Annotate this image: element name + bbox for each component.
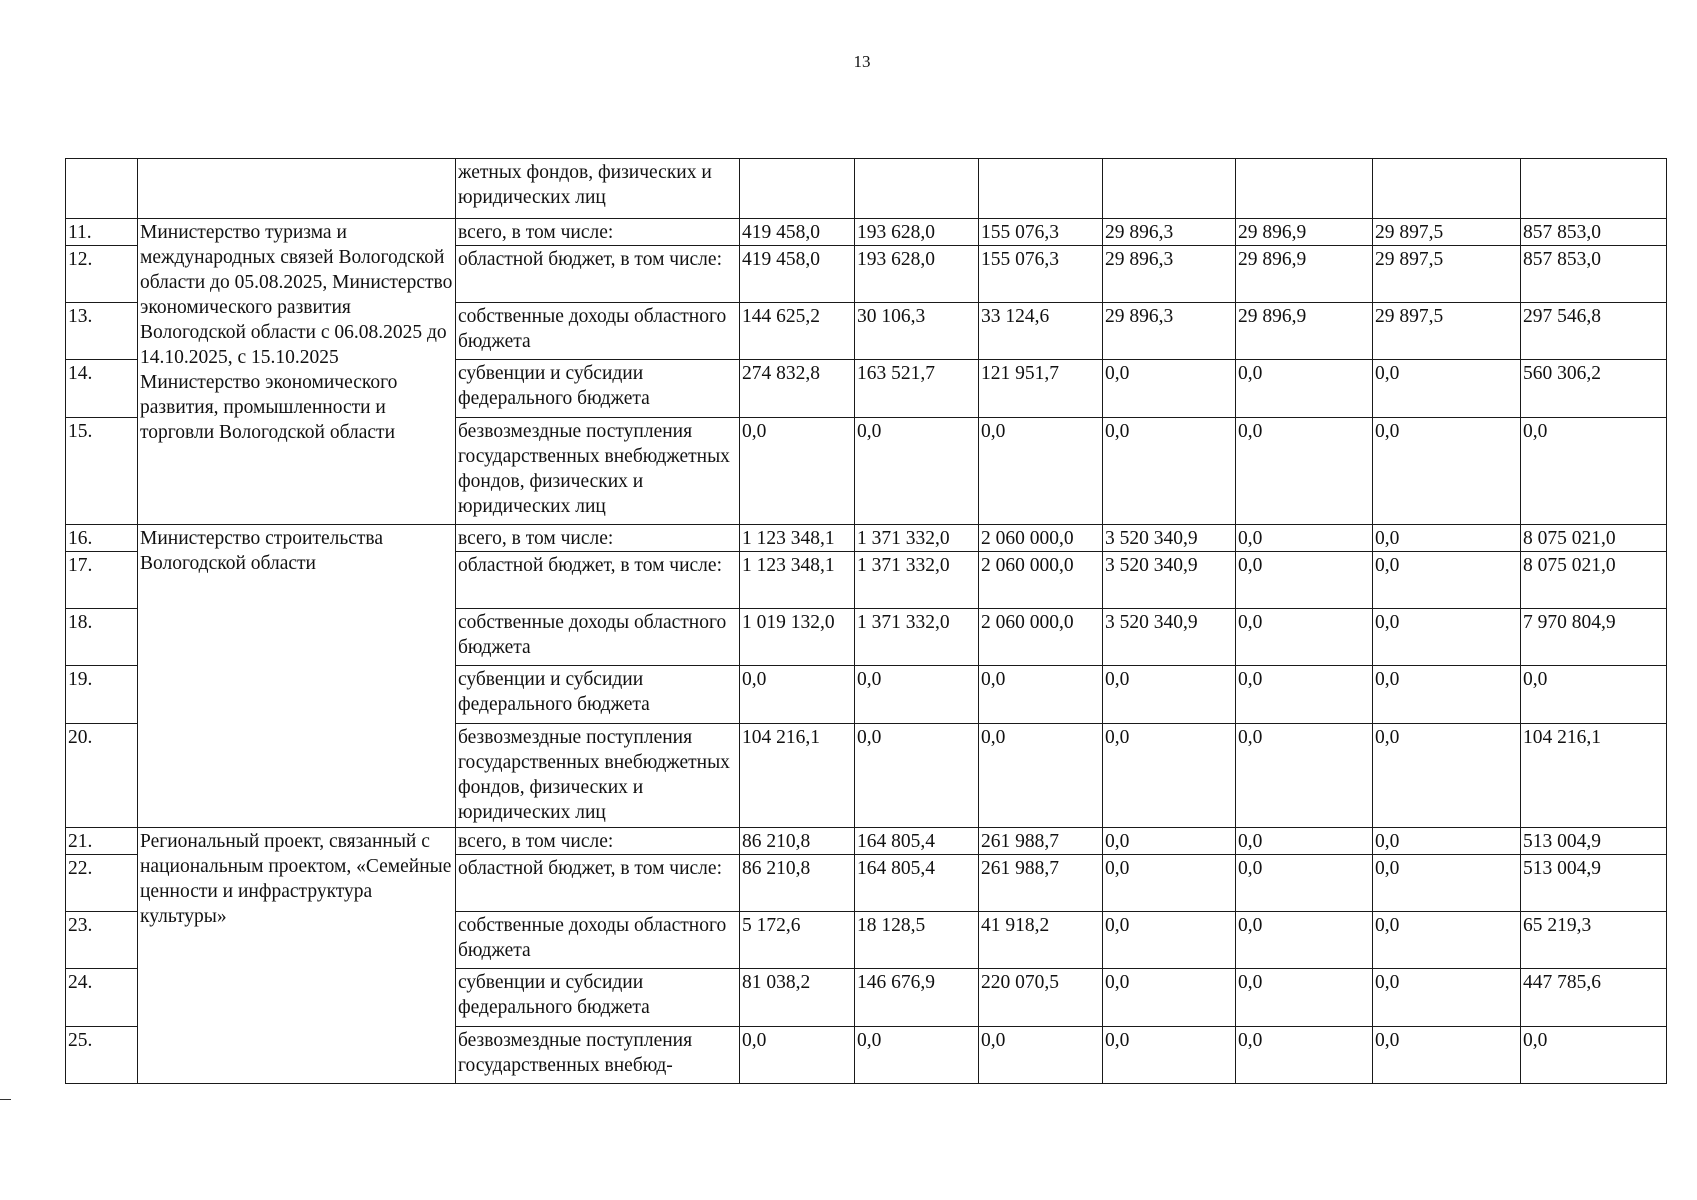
- value-cell: 164 805,4: [855, 855, 979, 912]
- value-cell: 0,0: [1236, 360, 1373, 418]
- value-cell: 0,0: [1373, 666, 1521, 724]
- value-cell: 0,0: [1103, 418, 1236, 525]
- row-number-cell: 23.: [66, 912, 138, 969]
- row-number-cell: 15.: [66, 418, 138, 525]
- row-label-cell: областной бюджет, в том числе:: [456, 855, 740, 912]
- value-cell: 0,0: [1373, 418, 1521, 525]
- value-cell: 193 628,0: [855, 219, 979, 246]
- row-number-cell: 14.: [66, 360, 138, 418]
- value-cell: 18 128,5: [855, 912, 979, 969]
- value-cell: 1 019 132,0: [740, 609, 855, 666]
- value-cell: 0,0: [979, 418, 1103, 525]
- value-cell: 104 216,1: [740, 724, 855, 828]
- value-cell: 163 521,7: [855, 360, 979, 418]
- value-cell: 0,0: [1521, 1027, 1667, 1084]
- value-cell: 30 106,3: [855, 303, 979, 360]
- value-cell: 0,0: [855, 724, 979, 828]
- row-label-cell: собственные доходы областного бюджета: [456, 912, 740, 969]
- value-cell: 0,0: [1236, 552, 1373, 609]
- value-cell: 0,0: [1373, 855, 1521, 912]
- row-label-cell: собственные доходы областного бюджета: [456, 609, 740, 666]
- value-cell: 7 970 804,9: [1521, 609, 1667, 666]
- value-cell: 193 628,0: [855, 246, 979, 303]
- value-cell: 0,0: [979, 666, 1103, 724]
- value-cell: 29 896,3: [1103, 246, 1236, 303]
- group-name-cell: [138, 159, 456, 219]
- value-cell: 0,0: [1236, 969, 1373, 1027]
- row-label-cell: областной бюджет, в том числе:: [456, 246, 740, 303]
- value-cell: 0,0: [1236, 912, 1373, 969]
- margin-mark: [0, 1099, 11, 1100]
- value-cell: 0,0: [1521, 418, 1667, 525]
- value-cell: 3 520 340,9: [1103, 552, 1236, 609]
- value-cell: 8 075 021,0: [1521, 525, 1667, 552]
- page-number: 13: [853, 52, 871, 71]
- row-label-cell: всего, в том числе:: [456, 828, 740, 855]
- value-cell: 0,0: [855, 1027, 979, 1084]
- value-cell: 0,0: [740, 418, 855, 525]
- value-cell: 220 070,5: [979, 969, 1103, 1027]
- value-cell: 0,0: [855, 666, 979, 724]
- value-cell: 29 896,9: [1236, 303, 1373, 360]
- row-number-cell: 24.: [66, 969, 138, 1027]
- value-cell: 0,0: [1373, 912, 1521, 969]
- value-cell: 0,0: [1373, 552, 1521, 609]
- value-cell: 29 897,5: [1373, 246, 1521, 303]
- value-cell: 0,0: [1521, 666, 1667, 724]
- row-label-cell: всего, в том числе:: [456, 525, 740, 552]
- value-cell: [979, 159, 1103, 219]
- group-name-cell: Министерство строительства Вологодской области: [138, 525, 456, 828]
- table-row: [66, 525, 1667, 552]
- table-row: [66, 219, 1667, 246]
- value-cell: 29 896,9: [1236, 219, 1373, 246]
- value-cell: 86 210,8: [740, 828, 855, 855]
- value-cell: 261 988,7: [979, 855, 1103, 912]
- value-cell: 155 076,3: [979, 246, 1103, 303]
- value-cell: 0,0: [1236, 1027, 1373, 1084]
- value-cell: 2 060 000,0: [979, 525, 1103, 552]
- row-label-cell: безвозмездные поступления государственных внебюджетных фондов, физических и юридических лиц: [456, 724, 740, 828]
- value-cell: 560 306,2: [1521, 360, 1667, 418]
- value-cell: 29 897,5: [1373, 219, 1521, 246]
- value-cell: 8 075 021,0: [1521, 552, 1667, 609]
- value-cell: 0,0: [740, 1027, 855, 1084]
- value-cell: [1236, 159, 1373, 219]
- row-number-cell: 25.: [66, 1027, 138, 1084]
- value-cell: 1 123 348,1: [740, 552, 855, 609]
- value-cell: 1 123 348,1: [740, 525, 855, 552]
- value-cell: 33 124,6: [979, 303, 1103, 360]
- value-cell: 29 896,3: [1103, 219, 1236, 246]
- value-cell: 513 004,9: [1521, 855, 1667, 912]
- value-cell: 0,0: [1103, 912, 1236, 969]
- value-cell: 0,0: [1373, 828, 1521, 855]
- value-cell: 0,0: [1103, 724, 1236, 828]
- value-cell: 0,0: [1103, 969, 1236, 1027]
- row-number-cell: 18.: [66, 609, 138, 666]
- value-cell: 0,0: [1236, 855, 1373, 912]
- row-number-cell: 17.: [66, 552, 138, 609]
- value-cell: [1521, 159, 1667, 219]
- value-cell: 104 216,1: [1521, 724, 1667, 828]
- row-label-cell: жетных фондов, физических и юридических лиц: [456, 159, 740, 219]
- row-label-cell: всего, в том числе:: [456, 219, 740, 246]
- row-number-cell: 22.: [66, 855, 138, 912]
- value-cell: 29 897,5: [1373, 303, 1521, 360]
- value-cell: 0,0: [740, 666, 855, 724]
- value-cell: 81 038,2: [740, 969, 855, 1027]
- value-cell: [740, 159, 855, 219]
- value-cell: 0,0: [979, 724, 1103, 828]
- value-cell: 5 172,6: [740, 912, 855, 969]
- value-cell: [1103, 159, 1236, 219]
- value-cell: 65 219,3: [1521, 912, 1667, 969]
- value-cell: 2 060 000,0: [979, 552, 1103, 609]
- value-cell: 0,0: [1373, 360, 1521, 418]
- row-number-cell: 21.: [66, 828, 138, 855]
- value-cell: 0,0: [1103, 360, 1236, 418]
- value-cell: 857 853,0: [1521, 246, 1667, 303]
- value-cell: 164 805,4: [855, 828, 979, 855]
- value-cell: 0,0: [1236, 525, 1373, 552]
- row-label-cell: безвозмездные поступления государственных внебюд-: [456, 1027, 740, 1084]
- value-cell: 447 785,6: [1521, 969, 1667, 1027]
- row-number-cell: [66, 159, 138, 219]
- row-label-cell: собственные доходы областного бюджета: [456, 303, 740, 360]
- value-cell: 0,0: [1373, 525, 1521, 552]
- row-number-cell: 13.: [66, 303, 138, 360]
- value-cell: 1 371 332,0: [855, 525, 979, 552]
- value-cell: 29 896,9: [1236, 246, 1373, 303]
- value-cell: 0,0: [1236, 609, 1373, 666]
- value-cell: 3 520 340,9: [1103, 525, 1236, 552]
- value-cell: 0,0: [1373, 609, 1521, 666]
- value-cell: 3 520 340,9: [1103, 609, 1236, 666]
- value-cell: 29 896,3: [1103, 303, 1236, 360]
- value-cell: 0,0: [1103, 1027, 1236, 1084]
- value-cell: 0,0: [1103, 855, 1236, 912]
- row-label-cell: безвозмездные поступления государственных внебюджетных фондов, физических и юридических лиц: [456, 418, 740, 525]
- value-cell: 121 951,7: [979, 360, 1103, 418]
- value-cell: 144 625,2: [740, 303, 855, 360]
- value-cell: 0,0: [855, 418, 979, 525]
- value-cell: 155 076,3: [979, 219, 1103, 246]
- value-cell: 0,0: [1373, 724, 1521, 828]
- value-cell: 1 371 332,0: [855, 552, 979, 609]
- value-cell: 261 988,7: [979, 828, 1103, 855]
- value-cell: 857 853,0: [1521, 219, 1667, 246]
- row-number-cell: 16.: [66, 525, 138, 552]
- value-cell: 419 458,0: [740, 246, 855, 303]
- value-cell: 0,0: [1236, 828, 1373, 855]
- value-cell: 86 210,8: [740, 855, 855, 912]
- value-cell: 0,0: [1373, 969, 1521, 1027]
- value-cell: 41 918,2: [979, 912, 1103, 969]
- table-row: [66, 828, 1667, 855]
- value-cell: 419 458,0: [740, 219, 855, 246]
- value-cell: 0,0: [1236, 418, 1373, 525]
- value-cell: 0,0: [1103, 828, 1236, 855]
- budget-table: [65, 158, 1667, 1084]
- value-cell: 2 060 000,0: [979, 609, 1103, 666]
- table-row: [66, 159, 1667, 219]
- row-label-cell: субвенции и субсидии федерального бюджета: [456, 666, 740, 724]
- row-number-cell: 19.: [66, 666, 138, 724]
- value-cell: 0,0: [1103, 666, 1236, 724]
- row-number-cell: 11.: [66, 219, 138, 246]
- row-label-cell: областной бюджет, в том числе:: [456, 552, 740, 609]
- value-cell: 513 004,9: [1521, 828, 1667, 855]
- group-name-cell: Министерство туризма и международных связей Вологодской области до 05.08.2025, Министерство экономического развития Вологодской области с 06.08.2025 до 14.10.2025, с 15.10.2025 Министерство экономического развития, промышленности и торговли Вологодской области: [138, 219, 456, 525]
- value-cell: 274 832,8: [740, 360, 855, 418]
- value-cell: 146 676,9: [855, 969, 979, 1027]
- value-cell: [1373, 159, 1521, 219]
- value-cell: 1 371 332,0: [855, 609, 979, 666]
- value-cell: 0,0: [979, 1027, 1103, 1084]
- value-cell: 0,0: [1373, 1027, 1521, 1084]
- value-cell: 0,0: [1236, 724, 1373, 828]
- row-number-cell: 12.: [66, 246, 138, 303]
- value-cell: 0,0: [1236, 666, 1373, 724]
- value-cell: 297 546,8: [1521, 303, 1667, 360]
- row-label-cell: субвенции и субсидии федерального бюджета: [456, 360, 740, 418]
- row-label-cell: субвенции и субсидии федерального бюджета: [456, 969, 740, 1027]
- group-name-cell: Региональный проект, связанный с национальным проектом, «Семейные ценности и инфраструктура культуры»: [138, 828, 456, 1084]
- row-number-cell: 20.: [66, 724, 138, 828]
- value-cell: [855, 159, 979, 219]
